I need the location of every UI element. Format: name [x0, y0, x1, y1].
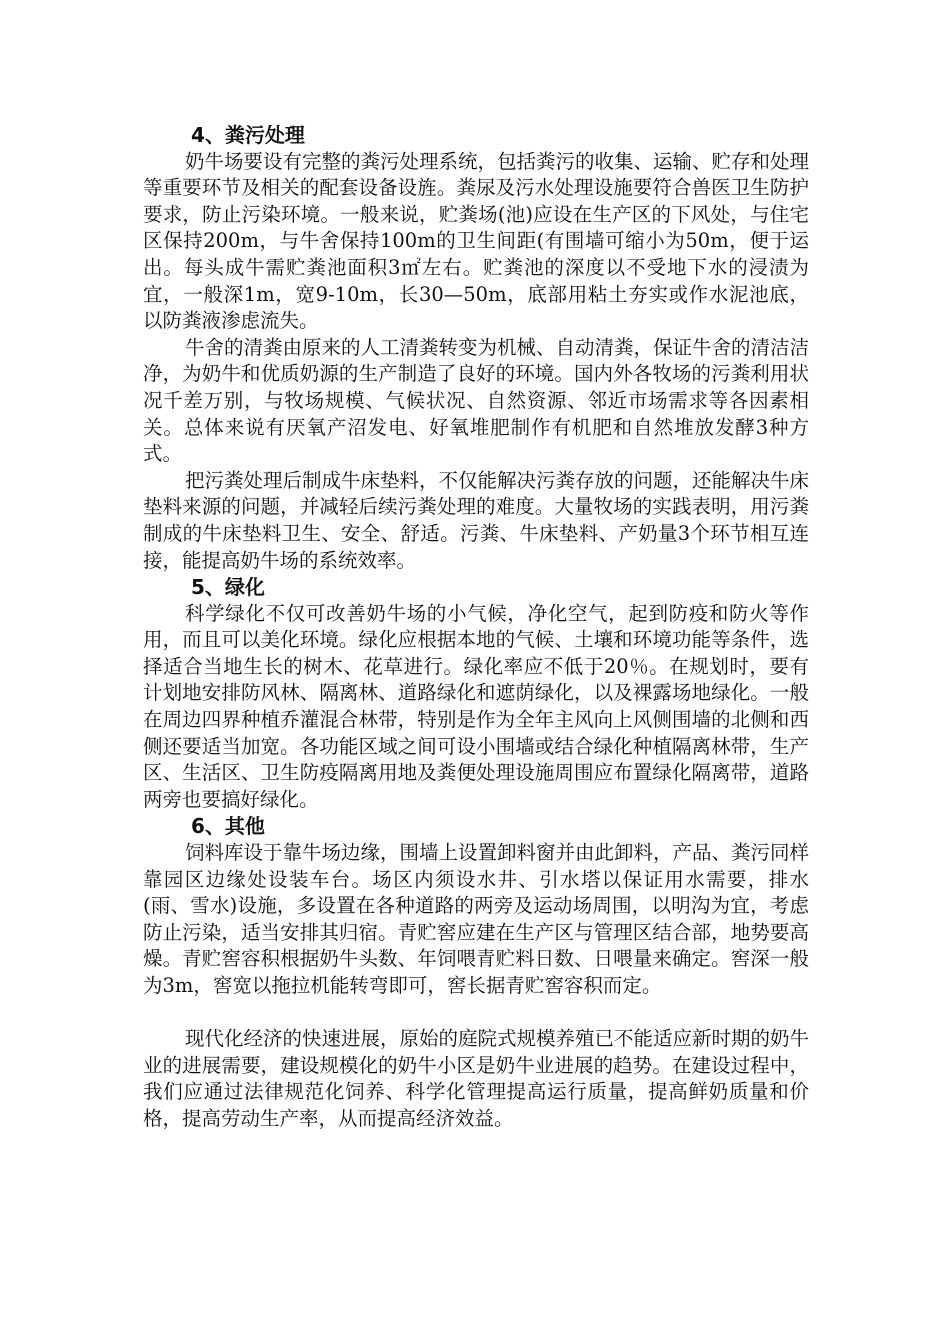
section-heading: 5、绿化	[191, 575, 265, 600]
paragraph: 牛舍的清粪由原来的人工清粪转变为机械、自动清粪，保证牛舍的清洁洁净，为奶牛和优质奶源的生产制造了良好的环境。国内外各牧场的污粪利用状况千差万别，与牧场规模、气候状况、自然资源、邻近市场需求等各因素相关。总体来说有厌氧产沼发电、好氧堆肥制作有机肥和自然堆放发酵3种方式。	[143, 335, 810, 466]
section-manure	[143, 122, 809, 574]
paragraph: 奶牛场要设有完整的粪污处理系统，包括粪污的收集、运输、贮存和处理等重要环节及相关的配套设备设旌。粪尿及污水处理设施要符合兽医卫生防护要求，防止污染环境。一般来说，贮粪场(池)应设在生产区的下风处，与住宅区保持200m，与牛舍保持100m的卫生间距(有围墙可缩小为50m，便于运出。每头成牛需贮粪池面积3㎡左右。贮粪池的深度以不受地下水的浸渍为宜，一般深1m，宽9-10m，长30—50m，底部用粘土夯实或作水泥池底，以防粪液渗虑流失。	[143, 149, 810, 333]
section-greening	[143, 574, 809, 813]
document-page	[143, 122, 809, 1133]
paragraph: 饲料库设于靠牛场边缘，围墙上设置卸料窗并由此卸料，产品、粪污同样靠园区边缘处设装车台。场区内须设水井、引水塔以保证用水需要，排水(雨、雪水)设施，多设置在各种道路的两旁及运动场周围，以明沟为宜，考虑防止污染，适当安排其归宿。青贮窖应建在生产区与管理区结合部，地势要高燥。青贮窖容积根据奶牛头数、年饲喂青贮料日数、日喂量来确定。窖深一般为3m，窖宽以拖拉机能转弯即可，窖长据青贮窖容积而定。	[143, 841, 810, 997]
section-heading: 6、其他	[191, 814, 265, 839]
paragraph: 科学绿化不仅可改善奶牛场的小气候，净化空气，起到防疫和防火等作用，而且可以美化环境。绿化应根据本地的气候、土壤和环境功能等条件，选择适合当地生长的树木、花草进行。绿化率应不低于20％。在规划时，要有计划地安排防风林、隔离林、道路绿化和遮荫绿化，以及裸露场地绿化。一般在周边四界种植乔灌混合林带，特别是作为全年主风向上风侧围墙的北侧和西侧还要适当加宽。各功能区域之间可设小围墙或结合绿化种植隔离林带，生产区、生活区、卫生防疫隔离用地及粪便处理设施周围应布置绿化隔离带，道路两旁也要搞好绿化。	[143, 601, 809, 811]
section-other	[143, 813, 809, 999]
conclusion-paragraph: 现代化经济的快速进展，原始的庭院式规模养殖已不能适应新时期的奶牛业的进展需要，建设规模化的奶牛小区是奶牛业进展的趋势。在建设过程中，我们应通过法律规范化饲养、科学化管理提高运行质量，提高鲜奶质量和价格，提高劳动生产率，从而提高经济效益。	[143, 1027, 810, 1130]
section-heading: 4、粪污处理	[191, 123, 305, 147]
paragraph: 把污粪处理后制成牛床垫料，不仅能解决污粪存放的问题，还能解决牛床垫料来源的问题，并减轻后续污粪处理的难度。大量牧场的实践表明，用污粪制成的牛床垫料卫生、安全、舒适。污粪、牛床垫料、产奶量3个环节相互连接，能提高奶牛场的系统效率。	[143, 468, 810, 572]
